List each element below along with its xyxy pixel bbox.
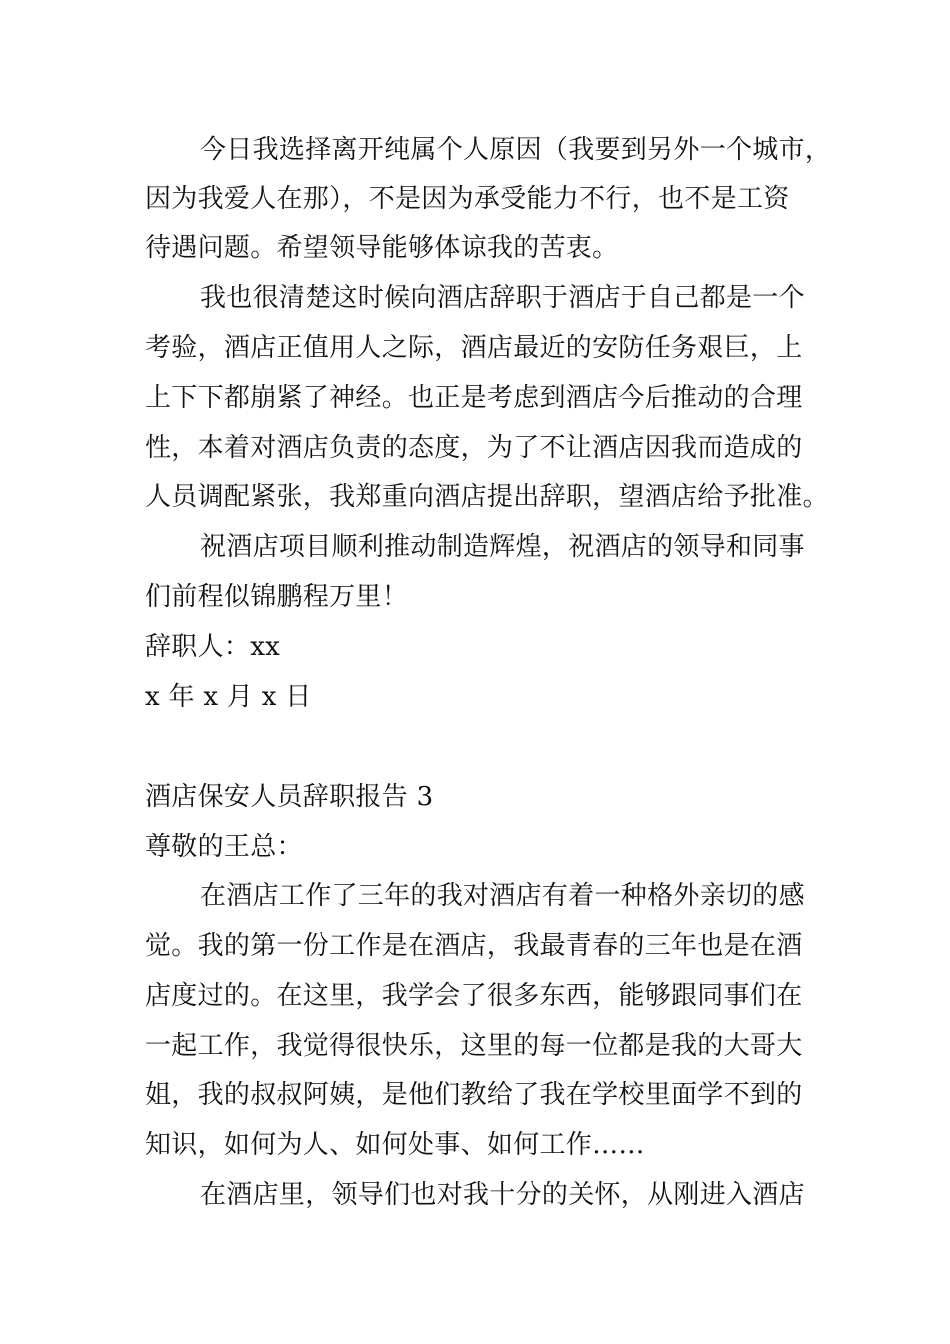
paragraph-line: 人员调配紧张，我郑重向酒店提出辞职，望酒店给予批准。 xyxy=(145,482,829,512)
paragraph-line: 们前程似锦鹏程万里！ xyxy=(145,582,409,612)
paragraph-line: 待遇问题。希望领导能够体谅我的苦衷。 xyxy=(145,233,619,263)
paragraph-line: 因为我爱人在那），不是因为承受能力不行，也不是工资 xyxy=(145,184,790,214)
section-title: 酒店保安人员辞职报告 3 xyxy=(145,782,434,812)
signature-name: 辞职人：xx xyxy=(145,632,281,662)
paragraph-line: 一起工作，我觉得很快乐，这里的每一位都是我的大哥大 xyxy=(145,1031,803,1061)
paragraph-line: 觉。我的第一份工作是在酒店，我最青春的三年也是在酒 xyxy=(145,931,803,961)
paragraph-line: 在酒店工作了三年的我对酒店有着一种格外亲切的感 xyxy=(200,881,805,911)
paragraph-line: 祝酒店项目顺利推动制造辉煌，祝酒店的领导和同事 xyxy=(200,532,805,562)
signature-date: x 年 x 月 x 日 xyxy=(145,682,312,712)
paragraph-line: 姐，我的叔叔阿姨，是他们教给了我在学校里面学不到的 xyxy=(145,1080,803,1110)
paragraph-line: 店度过的。在这里，我学会了很多东西，能够跟同事们在 xyxy=(145,981,803,1011)
paragraph-line: 在酒店里，领导们也对我十分的关怀，从刚进入酒店 xyxy=(200,1180,805,1210)
paragraph-line: 今日我选择离开纯属个人原因（我要到另外一个城市， xyxy=(200,135,832,165)
paragraph-line: 性，本着对酒店负责的态度，为了不让酒店因我而造成的 xyxy=(145,433,803,463)
paragraph-line: 知识，如何为人、如何处事、如何工作…… xyxy=(145,1130,645,1160)
paragraph-line: 上下下都崩紧了神经。也正是考虑到酒店今后推动的合理 xyxy=(145,383,803,413)
salutation: 尊敬的王总： xyxy=(145,832,303,862)
paragraph-line: 考验，酒店正值用人之际，酒店最近的安防任务艰巨，上 xyxy=(145,333,803,363)
paragraph-line: 我也很清楚这时候向酒店辞职于酒店于自己都是一个 xyxy=(200,283,805,313)
